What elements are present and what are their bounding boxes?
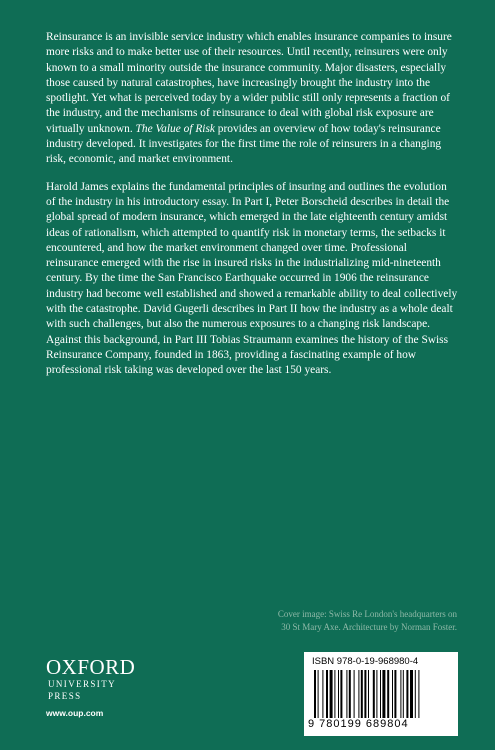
barcode-bar [394,670,396,718]
barcode-bar [326,670,328,718]
barcode-digits: 9 780199 689804 [308,718,409,730]
publisher-logo [46,656,146,702]
barcode-bar [334,670,335,718]
book-title: The Value of Risk [135,122,215,135]
cover-image-caption [217,608,457,633]
barcode-bar [403,670,404,718]
barcode-bar [392,670,393,718]
barcode-bar [387,670,389,718]
publisher-website: www.oup.com [46,708,104,718]
barcode-bar [314,670,316,718]
barcode-bar [364,670,366,718]
barcode-bar [330,670,333,718]
barcode-bar [318,670,319,718]
blurb-paragraph-2: Harold James explains the fundamental principles of insuring and outlines the evolution of the industry in his introductory essay. In Part I, Peter Borscheid describes in detail the global spread of modern insurance, which emerged in the late eighteenth century amidst ideas of rationalism, which attempted to quantify risk in monetary terms, the setbacks it encountered, and how the market environment changed over time. Professional reinsurance emerged with the rise in insured risks in the industrializing mid-nineteenth century. By the time the San Francisco Earthquake occurred in 1906 the reinsurance industry had become well established and showed a remarkable ability to deal collectively with the catastrophe. David Gugerli describes in Part II how the industry as a whole dealt with such challenges, but also the numerous exposures to a changing risk landscape. Against this background, in Part III Tobias Straumann examines the history of the Swiss Reinsurance Company, founded in 1863, providing a fascinating example of how professional risk taking was developed over the last 150 years. [46,180,458,377]
caption-line: 30 St Mary Axe. Architecture by Norman Foster. [281,621,457,632]
barcode-bar [338,670,339,718]
blurb [46,30,458,391]
barcode-bar [382,670,385,718]
barcode-bar [340,670,342,718]
barcode-bar [354,670,355,718]
barcode-bar [368,670,369,718]
barcode-bar [349,670,351,718]
publisher-name: OXFORD [46,655,136,679]
publisher-subtitle: UNIVERSITY PRESS [48,679,116,701]
blurb-text: provides an overview of how today's reinsurance industry developed. It investigates for the first time the role of reinsurers in a changing risk, economic, and market environment. [46,122,442,166]
barcode-bar [406,670,408,718]
barcode-icon [314,670,450,718]
barcode-bar [346,670,347,718]
barcode-box [304,652,458,736]
caption-line: Cover image: Swiss Re London's headquarters on [277,609,457,619]
barcode-bar [380,670,381,718]
blurb-paragraph-1 [46,30,458,168]
barcode-bar [400,670,401,718]
blurb-text: Reinsurance is an invisible service industry which enables insurance companies to insure more risks and to make better use of their resources. Until recently, reinsurers were only known to a small minority outside the insurance community. Major disasters, especially those caused by natural catastrophes, have increasingly brought the industry into the spotlight. Yet what is perceived today by a wider public still only represents a fraction of the industry, and the mechanisms of reinsurance to deal with global risk exposure are virtually unknown. [46,31,452,135]
barcode-bar [376,670,377,718]
barcode-bar [358,670,359,718]
barcode-bar [415,670,416,718]
barcode-bar [361,670,363,718]
barcode-bar [322,670,323,718]
barcode-bar [418,670,419,718]
barcode-bar [373,670,375,718]
isbn-label: ISBN 978-0-19-968980-4 [312,656,419,667]
barcode-bar [410,670,413,718]
